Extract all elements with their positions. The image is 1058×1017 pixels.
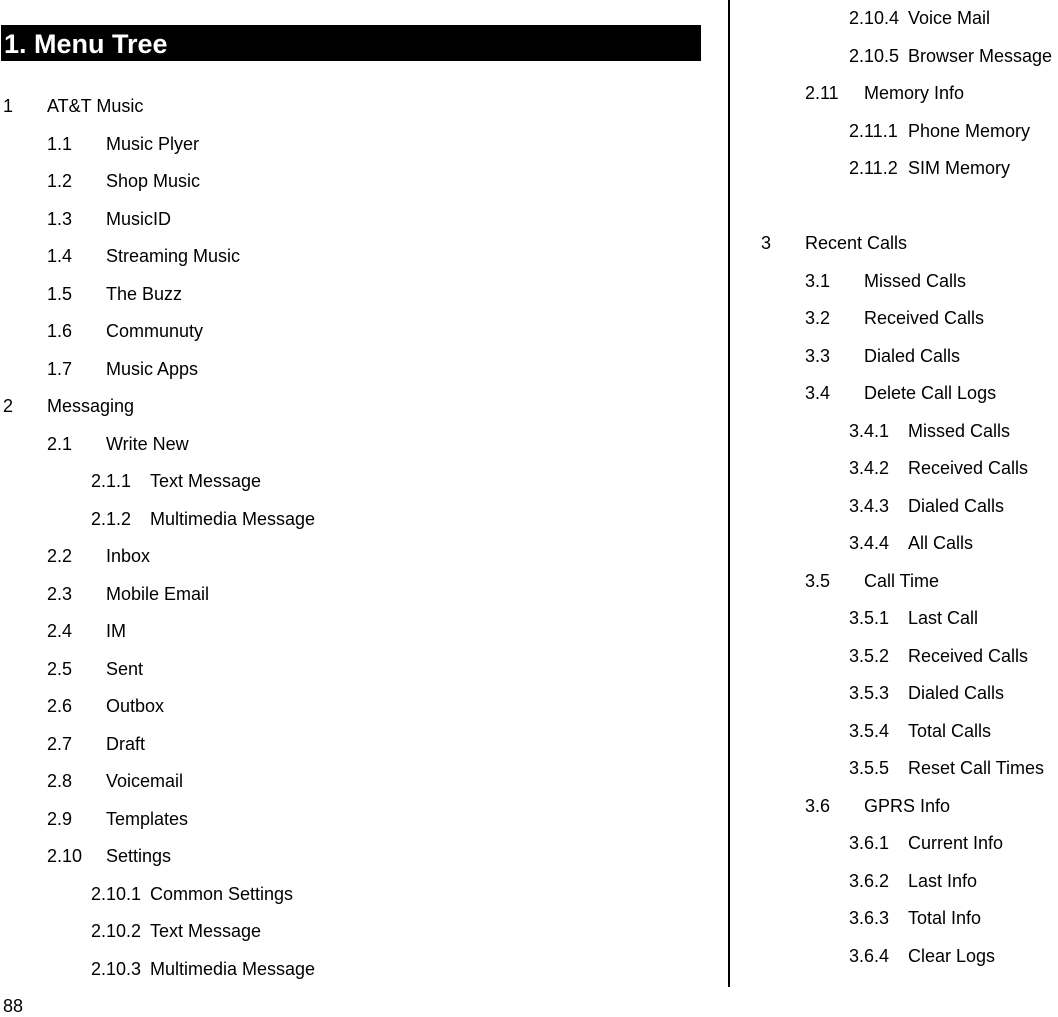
menu-item-number: 3.5.5 xyxy=(849,758,890,778)
menu-item-number: 3.5.3 xyxy=(849,683,890,703)
menu-item-number: 3.6.3 xyxy=(849,908,890,928)
menu-item-number: 3.6.4 xyxy=(849,945,890,966)
menu-item-label: Shop Music xyxy=(106,171,201,191)
menu-item-number: 3.4.2 xyxy=(849,458,890,478)
menu-item-label: Missed Calls xyxy=(908,420,1011,441)
menu-item-label: Voice Mail xyxy=(908,8,991,28)
menu-item-number: 2.2 xyxy=(47,546,73,566)
column-divider xyxy=(728,0,730,987)
menu-item-number: 3.4.1 xyxy=(849,420,890,441)
menu-item-number: 2.10.2 xyxy=(91,921,142,941)
menu-item-number: 2.10.4 xyxy=(849,8,900,28)
menu-item-number: 3.6 xyxy=(805,795,831,816)
menu-item-number: 2.3 xyxy=(47,583,73,604)
menu-item-number: 2.11.2 xyxy=(849,158,898,178)
menu-item-number: 3.6.2 xyxy=(849,870,890,891)
menu-item-number: 1.6 xyxy=(47,321,73,341)
menu-item-label: Multimedia Message xyxy=(150,958,316,979)
menu-item-number: 3.6.1 xyxy=(849,833,890,853)
menu-item-number: 2.1 xyxy=(47,433,73,454)
menu-item-number: 2.1.2 xyxy=(91,508,132,529)
menu-item-number: 2.1.1 xyxy=(91,471,132,491)
menu-item-label: Current Info xyxy=(908,833,1004,853)
menu-item-number: 1.2 xyxy=(47,171,73,191)
menu-item-label: Total Calls xyxy=(908,720,992,741)
menu-item-label: Browser Message xyxy=(908,45,1053,66)
menu-item-label: Text Message xyxy=(150,471,262,491)
menu-item-number: 2.5 xyxy=(47,658,73,679)
menu-item-label: Voicemail xyxy=(106,771,184,791)
menu-item-label: Templates xyxy=(106,808,189,829)
menu-item-label: Music Plyer xyxy=(106,133,200,154)
menu-item-label: Call Time xyxy=(864,570,940,591)
menu-item-number: 2.11.1 xyxy=(849,120,898,141)
menu-item-number: 3.5.2 xyxy=(849,645,890,666)
menu-item-label: Common Settings xyxy=(150,883,294,904)
menu-item-number: 1.5 xyxy=(47,283,73,304)
menu-item-label: Text Message xyxy=(150,921,262,941)
menu-item-label: Settings xyxy=(106,846,172,866)
menu-item-number: 3.5 xyxy=(805,570,831,591)
menu-item-number: 2.10.1 xyxy=(91,883,142,904)
menu-item-number: 1.4 xyxy=(47,246,73,266)
menu-item-label: Outbox xyxy=(106,696,165,716)
menu-item-number: 3.4.3 xyxy=(849,495,890,516)
menu-item-label: Last Call xyxy=(908,608,979,628)
menu-item-label: MusicID xyxy=(106,208,172,229)
menu-item-number: 3.5.4 xyxy=(849,720,890,741)
menu-item-label: Draft xyxy=(106,733,146,754)
menu-item-label: Sent xyxy=(106,658,144,679)
menu-item-label: The Buzz xyxy=(106,283,183,304)
menu-item-label: Received Calls xyxy=(908,645,1029,666)
menu-item-label: Recent Calls xyxy=(805,233,908,253)
menu-item-label: Dialed Calls xyxy=(864,345,961,366)
menu-item-label: Missed Calls xyxy=(864,270,967,291)
menu-item-label: Reset Call Times xyxy=(908,758,1045,778)
menu-item-label: Total Info xyxy=(908,908,982,928)
page-number: 88 xyxy=(3,996,24,1016)
menu-item-number: 2.6 xyxy=(47,696,73,716)
menu-item-label: Received Calls xyxy=(864,308,985,328)
menu-item-label: AT&T Music xyxy=(47,96,144,116)
menu-item-label: Delete Call Logs xyxy=(864,383,997,403)
menu-item-label: Messaging xyxy=(47,396,135,416)
menu-item-number: 2.10 xyxy=(47,846,83,866)
menu-item-label: Multimedia Message xyxy=(150,508,316,529)
menu-item-label: All Calls xyxy=(908,533,974,553)
menu-item-label: IM xyxy=(106,621,126,641)
menu-item-label: Last Info xyxy=(908,870,978,891)
menu-item-label: Streaming Music xyxy=(106,246,241,266)
menu-item-label: Phone Memory xyxy=(908,120,1031,141)
menu-item-number: 2.7 xyxy=(47,733,73,754)
menu-item-label: Mobile Email xyxy=(106,583,210,604)
menu-item-number: 1.3 xyxy=(47,208,73,229)
menu-item-label: Write New xyxy=(106,433,189,454)
menu-item-number: 2.10.3 xyxy=(91,958,142,979)
menu-item-label: Received Calls xyxy=(908,458,1029,478)
menu-item-label: Music Apps xyxy=(106,358,199,379)
menu-item-number: 2.4 xyxy=(47,621,73,641)
menu-item-number: 3.4 xyxy=(805,383,831,403)
menu-item-number: 1 xyxy=(3,96,14,116)
menu-item-label: Memory Info xyxy=(864,83,965,103)
menu-item-number: 2.9 xyxy=(47,808,73,829)
menu-item-number: 3.3 xyxy=(805,345,831,366)
menu-item-number: 2 xyxy=(3,396,14,416)
menu-item-label: SIM Memory xyxy=(908,158,1011,178)
menu-item-number: 3.1 xyxy=(805,270,831,291)
menu-item-number: 1.7 xyxy=(47,358,73,379)
menu-item-number: 3.2 xyxy=(805,308,831,328)
section-title: 1. Menu Tree xyxy=(1,25,701,61)
menu-item-number: 2.11 xyxy=(805,83,839,103)
menu-item-label: Dialed Calls xyxy=(908,495,1005,516)
menu-item-label: GPRS Info xyxy=(864,795,951,816)
menu-item-number: 2.8 xyxy=(47,771,73,791)
menu-item-number: 3.5.1 xyxy=(849,608,890,628)
menu-item-label: Communuty xyxy=(106,321,204,341)
menu-item-number: 3 xyxy=(761,233,772,253)
menu-item-label: Dialed Calls xyxy=(908,683,1005,703)
menu-item-label: Clear Logs xyxy=(908,945,996,966)
menu-item-number: 3.4.4 xyxy=(849,533,890,553)
menu-item-label: Inbox xyxy=(106,546,151,566)
menu-item-number: 1.1 xyxy=(47,133,73,154)
menu-item-number: 2.10.5 xyxy=(849,45,900,66)
